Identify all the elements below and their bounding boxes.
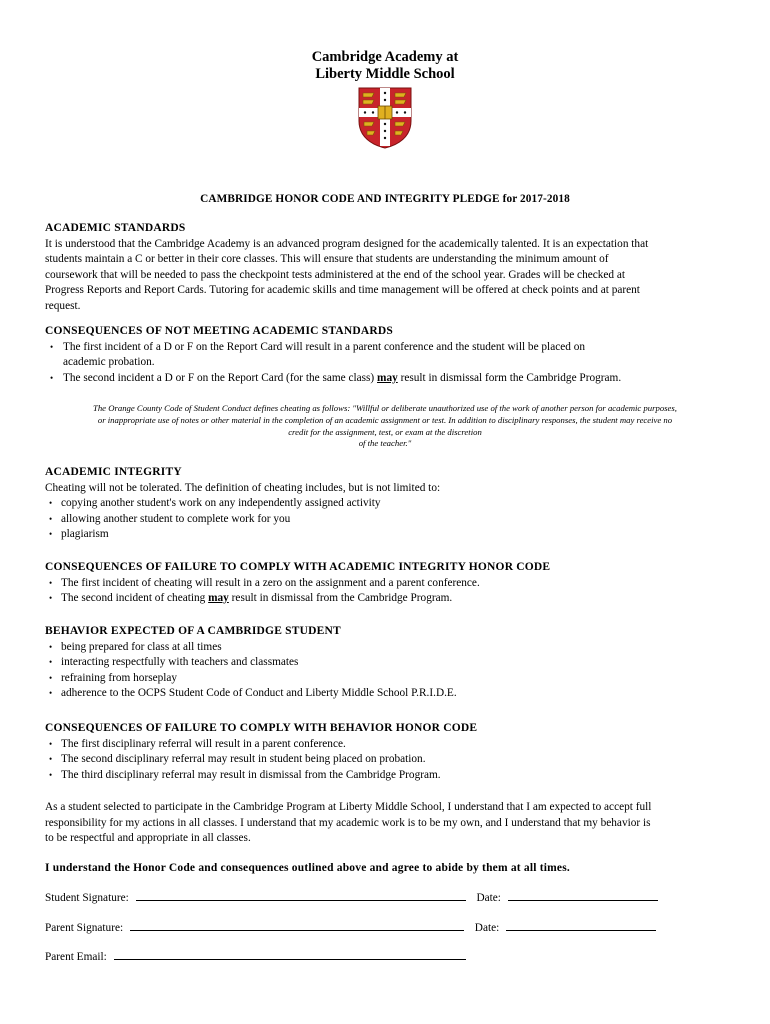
student-date-label: Date: <box>476 892 501 904</box>
academic-integrity-intro: Cheating will not be tolerated. The definition of cheating includes, but is not limited to: <box>45 481 441 494</box>
student-statement: As a student selected to participate in the Cambridge Program at Liberty Middle School, I understand that I am expected to accept full responsibility for my actions in all classes. I understand that my academic work is to be my own, and I understand that my behavior is to be respectful and appropriate in all classes. <box>45 801 652 844</box>
parent-signature-row <box>45 920 656 934</box>
agreement-statement: I understand the Honor Code and consequences outlined above and agree to abide by them at all times. <box>45 862 570 874</box>
list-item: • being prepared for class at all times <box>45 640 735 656</box>
list-item: • The second disciplinary referral may result in student being placed on probation. <box>45 752 735 768</box>
parent-email-field[interactable] <box>114 949 466 960</box>
academic-consequences-heading: CONSEQUENCES OF NOT MEETING ACADEMIC STANDARDS <box>45 325 393 337</box>
parent-date-field[interactable] <box>506 920 656 931</box>
school-title-line2: Liberty Middle School <box>315 66 455 82</box>
integrity-consequences-section <box>45 560 735 607</box>
list-item: • adherence to the OCPS Student Code of Conduct and Liberty Middle School P.R.I.D.E. <box>45 686 735 702</box>
academic-consequences-list <box>45 340 735 387</box>
integrity-consequences-heading: CONSEQUENCES OF FAILURE TO COMPLY WITH ACADEMIC INTEGRITY HONOR CODE <box>45 561 551 573</box>
behavior-section <box>45 624 735 702</box>
cheating-list <box>45 496 735 543</box>
academic-standards-line: request. <box>45 299 81 312</box>
parent-email-row <box>45 949 466 963</box>
academic-standards-line: coursework that will be needed to pass the checkpoint tests administered at the end of the school year. Grades will be checked at <box>45 268 626 281</box>
integrity-consequences-list <box>45 576 735 607</box>
behavior-consequences-section <box>45 721 735 783</box>
list-item: • The third disciplinary referral may result in dismissal from the Cambridge Program. <box>45 768 735 784</box>
list-item: • allowing another student to complete work for you <box>45 512 735 528</box>
list-item: • copying another student's work on any independently assigned activity <box>45 496 735 512</box>
parent-signature-label: Parent Signature: <box>45 922 124 934</box>
list-item: • interacting respectfully with teachers and classmates <box>45 655 735 671</box>
behavior-consequences-heading: CONSEQUENCES OF FAILURE TO COMPLY WITH BEHAVIOR HONOR CODE <box>45 722 478 734</box>
parent-date-label: Date: <box>474 922 500 934</box>
list-item: • The second incident of cheating may result in dismissal from the Cambridge Program. <box>45 591 735 607</box>
school-title-line1: Cambridge Academy at <box>311 49 459 65</box>
academic-integrity-section <box>45 465 735 543</box>
academic-standards-line: It is understood that the Cambridge Academy is an advanced program designed for the academically talented. It is an expectation that <box>45 237 649 250</box>
emphasis-may: may <box>208 592 229 604</box>
list-item: • plagiarism <box>45 527 735 543</box>
emphasis-may: may <box>377 371 398 384</box>
student-signature-label: Student Signature: <box>45 892 129 904</box>
student-date-field[interactable] <box>508 890 658 901</box>
academic-consequences-section <box>45 324 735 386</box>
parent-signature-field[interactable] <box>130 920 464 931</box>
parent-email-label: Parent Email: <box>45 951 107 963</box>
academic-standards-heading: ACADEMIC STANDARDS <box>45 222 186 234</box>
list-item: • The first disciplinary referral will result in a parent conference. <box>45 737 735 753</box>
academic-standards-line: students maintain a C or better in their core classes. This will ensure that students are understanding the minimum amount of <box>45 253 609 265</box>
academic-standards-section <box>45 221 735 314</box>
list-item: • The first incident of a D or F on the Report Card will result in a parent conference and the student will be placed on academic probation. <box>45 340 735 371</box>
academic-standards-line: Progress Reports and Report Cards. Tutoring for academic skills and time management will be offered at check points and at parent <box>45 284 640 296</box>
pledge-title: CAMBRIDGE HONOR CODE AND INTEGRITY PLEDGE for 2017-2018 <box>200 193 570 205</box>
list-item: • The second incident a D or F on the Report Card (for the same class) may result in dismissal form the Cambridge Program. <box>45 371 735 387</box>
student-signature-row <box>45 890 658 904</box>
list-item: • The first incident of cheating will result in a zero on the assignment and a parent conference. <box>45 576 735 592</box>
behavior-heading: BEHAVIOR EXPECTED OF A CAMBRIDGE STUDENT <box>45 625 341 637</box>
behavior-list <box>45 640 735 702</box>
conduct-code-quote: The Orange County Code of Student Conduct defines cheating as follows: "Willful or deliberate unauthorized use of the work of another person for academic purposes, or inappropriate use of notes or other material in the completion of an academic assignment or test. In addition to disciplinary responses, the student may receive no credit for the assignment, test, or exam at the discretion of the teacher." <box>93 403 677 449</box>
list-item: • refraining from horseplay <box>45 671 735 687</box>
student-signature-field[interactable] <box>136 890 466 901</box>
cambridge-crest-icon <box>358 87 412 149</box>
behavior-consequences-list <box>45 737 735 784</box>
academic-integrity-heading: ACADEMIC INTEGRITY <box>45 466 182 478</box>
